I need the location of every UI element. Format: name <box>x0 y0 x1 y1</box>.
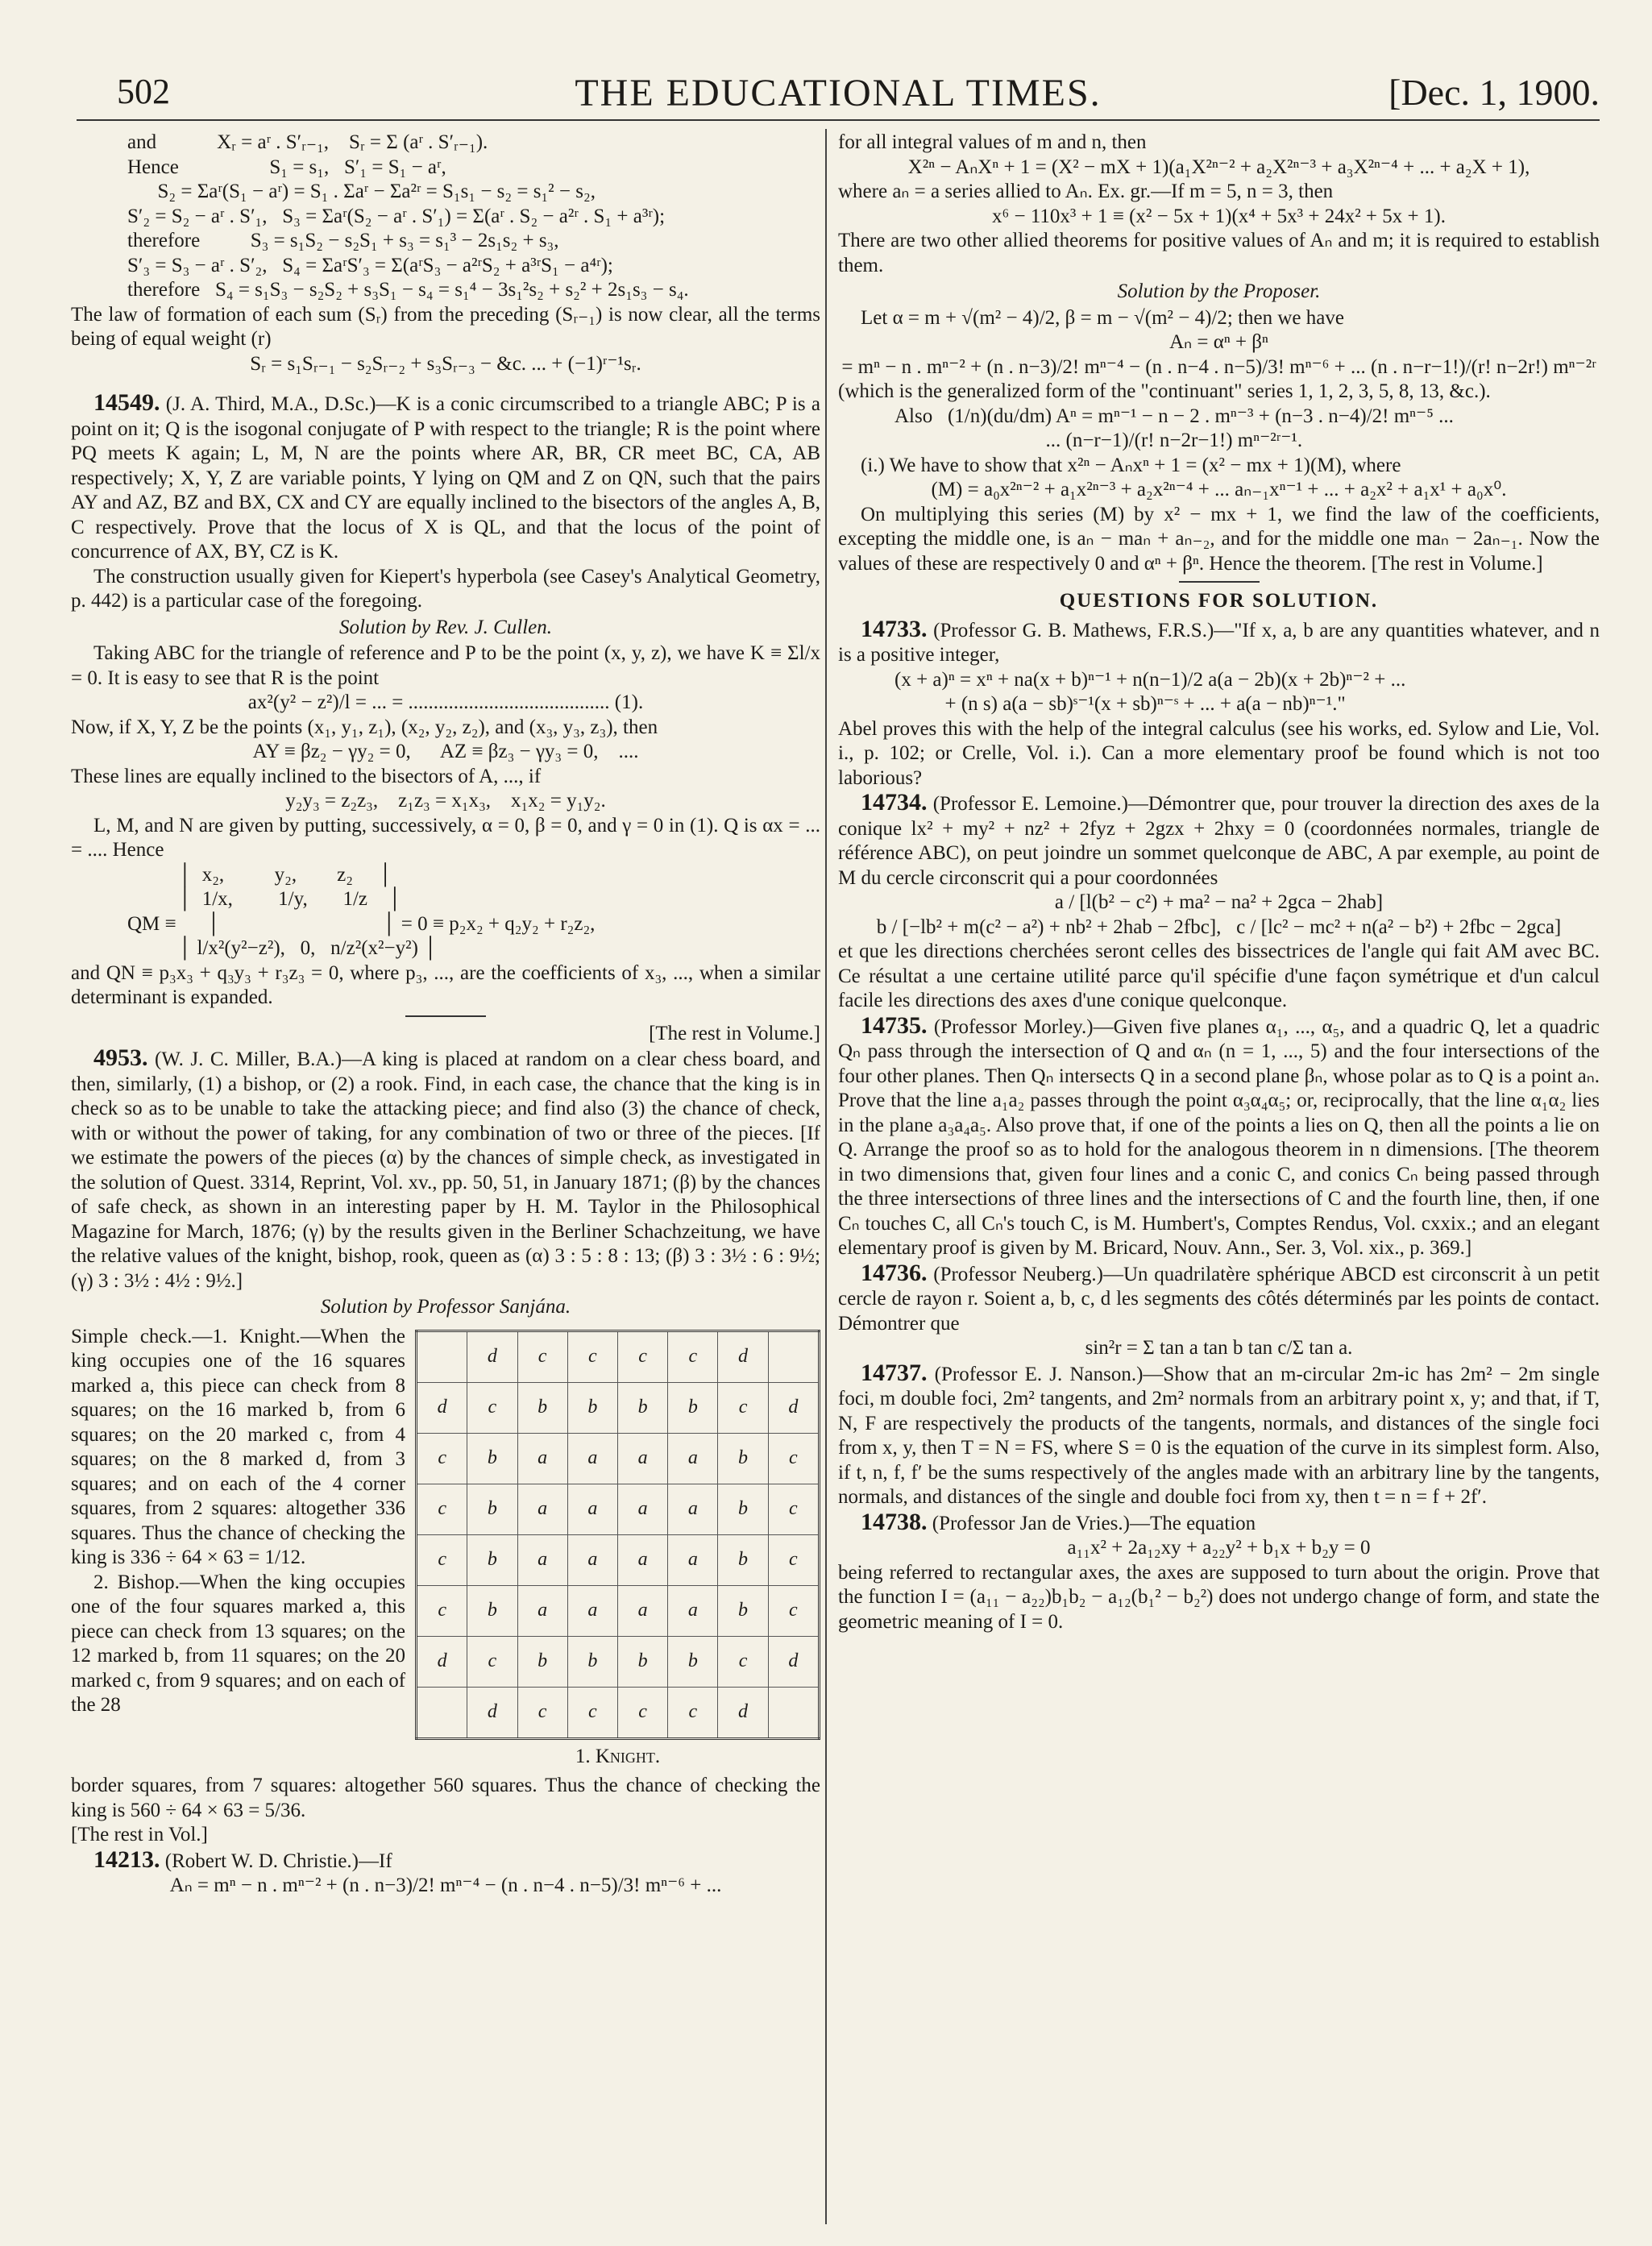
board-square: d <box>718 1687 768 1738</box>
equation: Hence S₁ = s₁, S′₁ = S₁ − aʳ, <box>127 156 446 178</box>
question-paragraph <box>838 1261 1600 1337</box>
question-paragraph <box>838 1011 1600 1261</box>
board-square <box>417 1687 467 1738</box>
equation: Sᵣ = s₁Sᵣ₋₁ − s₂Sᵣ₋₂ + s₃Sᵣ₋₃ − &c. ... + (−1)ʳ⁻¹sᵣ. <box>250 352 641 375</box>
board-square: a <box>567 1534 617 1585</box>
board-square: a <box>567 1433 617 1484</box>
equation: Aₙ = αⁿ + βⁿ <box>1169 331 1268 353</box>
question-text: (J. A. Third, M.A., D.Sc.)—K is a conic circumscribed to a triangle ABC; P is a point on it; Q is the isogonal conjugate of P with respect to the triangle; R is the point where PQ meets K again; L, M, N are the points where AR, BR, CR meet BC, CA, AB respectively; X, Y, Z are variable points, Y lying on QM and Z on QN, such that the pairs AY and AZ, BZ and BX, CX and CY are equally inclined to the bisectors of the angles A, B, C respectively. Prove that the locus of X is QL, and that the locus of the point of concurrence of AX, BY, CZ is K. <box>71 393 820 563</box>
question-paragraph <box>71 391 820 565</box>
section-heading: QUESTIONS FOR SOLUTION. <box>1059 590 1379 612</box>
equation: and Xᵣ = aʳ . S′ᵣ₋₁, Sᵣ = Σ (aʳ . S′ᵣ₋₁). <box>127 131 488 153</box>
board-square: a <box>617 1534 667 1585</box>
board-square: a <box>617 1433 667 1484</box>
board-figure <box>415 1325 820 1770</box>
equation: Aₙ = mⁿ − n . mⁿ⁻² + (n . n−3)/2! mⁿ⁻⁴ − (n . n−4 . n−5)/3! mⁿ⁻⁶ + ... <box>169 1874 722 1896</box>
board-square <box>768 1331 819 1382</box>
board-square: c <box>768 1585 819 1636</box>
equation: │ l/x²(y²−z²), 0, n/z²(x²−y²) │ <box>127 937 438 959</box>
solution-heading: Solution by the Proposer. <box>1117 280 1321 302</box>
paragraph: L, M, and N are given by putting, successively, α = 0, β = 0, and γ = 0 in (1). Q is αx = ... = .... Hence <box>71 814 820 861</box>
board-square: c <box>517 1687 567 1738</box>
board-square: b <box>467 1484 517 1534</box>
board-square: b <box>517 1382 567 1433</box>
board-square: a <box>517 1585 567 1636</box>
equation: x⁶ − 110x³ + 1 ≡ (x² − 5x + 1)(x⁴ + 5x³ + 24x² + 5x + 1). <box>992 205 1446 227</box>
board-square: c <box>417 1484 467 1534</box>
board-square: c <box>467 1636 517 1687</box>
board-square: a <box>668 1585 718 1636</box>
board-square: b <box>718 1433 768 1484</box>
paragraph: The law of formation of each sum (Sᵣ) from the preceding (Sᵣ₋₁) is now clear, all the terms being of equal weight (r) <box>71 303 820 350</box>
question-number: 14738. <box>861 1508 928 1535</box>
question-number: 14736. <box>861 1259 928 1286</box>
board-square: a <box>517 1433 567 1484</box>
equation: QM ≡ │ │ = 0 ≡ p₂x₂ + q₂y₂ + r₂z₂, <box>127 912 596 935</box>
spacer <box>71 376 820 391</box>
board-square: d <box>467 1331 517 1382</box>
paragraph: (i.) We have to show that x²ⁿ − Aₙxⁿ + 1 = (x² − mx + 1)(M), where <box>861 454 1401 476</box>
board-square: c <box>718 1636 768 1687</box>
equation: ax²(y² − z²)/l = ... = ........................................ (1). <box>247 691 644 713</box>
question-text: (Professor E. Lemoine.)—Démontrer que, pour trouver la direction des axes de la conique lx² + my² + nz² + 2fyz + 2gzx + 2hxy = 0 (coordonnées normales, triangle de référence ABC), on peut joindre un sommet quelconque de ABC, A par exemple, au point de M du cercle circonscrit qui a pour coordonnées <box>838 793 1600 889</box>
board-square: b <box>567 1636 617 1687</box>
paragraph: Let α = m + √(m² − 4)/2, β = m − √(m² − 4)/2; then we have <box>861 306 1344 329</box>
board-square: d <box>467 1687 517 1738</box>
page-header <box>77 71 1600 119</box>
solution-heading: Solution by Professor Sanjána. <box>320 1296 571 1318</box>
paragraph: [The rest in Vol.] <box>71 1824 208 1845</box>
board-square: c <box>417 1433 467 1484</box>
equation: ... (n−r−1)/(r! n−2r−1!) mⁿ⁻²ʳ⁻¹. <box>894 430 1303 451</box>
question-text: (Professor E. J. Nanson.)—Show that an m-circular 2m-ic has 2m² − 2m single foci, m double foci, 2m² tangents, and 2m² normals from an arbitrary point x, y; and that, if T, N, F are respectively the products of the tangents, normals, and distances of the single foci from x, y, then T = N = FS, where S = 0 is the equation of the curve in its simplest form. Also, if t, n, f, f′ be the sums respectively of the angles made with an arbitrary line by the tangents, normals, and distances of the single and double foci from xy, then t = n = f + 2f′. <box>838 1363 1600 1508</box>
board-square: c <box>768 1433 819 1484</box>
board-square: a <box>517 1484 567 1534</box>
header-rule <box>77 119 1600 121</box>
paragraph: and QN ≡ p₃x₃ + q₃y₃ + r₃z₃ = 0, where p₃, ..., are the coefficients of x₃, ..., when a similar determinant is expanded. <box>71 961 820 1008</box>
board-square: b <box>617 1382 667 1433</box>
equation: AY ≡ βz₂ − γy₂ = 0, AZ ≡ βz₃ − γy₃ = 0, .... <box>252 741 639 762</box>
board-square <box>417 1331 467 1382</box>
equation: therefore S₃ = s₁S₂ − s₂S₁ + s₃ = s₁³ − 2s₁s₂ + s₃, <box>127 230 559 251</box>
equation: │ x₂, y₂, z₂ │ <box>127 863 392 886</box>
board-row <box>417 1585 820 1636</box>
question-text: (Robert W. D. Christie.)—If <box>160 1850 392 1872</box>
paragraph: 2. Bishop.—When the king occupies one of the four squares marked a, this piece can check from 13 squares; on the 12 marked b, from 11 squares; on the 20 marked c, from 9 squares; and on each of the 28 <box>71 1571 406 1716</box>
equation: S′₃ = S₃ − aʳ . S′₂, S₄ = ΣaʳS′₃ = Σ(aʳS₃ − a²ʳS₂ + a³ʳS₁ − a⁴ʳ); <box>127 254 613 276</box>
board-square: b <box>467 1585 517 1636</box>
chess-board <box>415 1330 820 1740</box>
equation: therefore S₄ = s₁S₃ − s₂S₂ + s₃S₁ − s₄ = s₁⁴ − 3s₁²s₂ + s₂² + 2s₁s₃ − s₄. <box>127 279 689 301</box>
equation: a₁₁x² + 2a₁₂xy + a₂₂y² + b₁x + b₂y = 0 <box>1067 1537 1371 1559</box>
board-square: c <box>467 1382 517 1433</box>
paragraph: Abel proves this with the help of the integral calculus (see his works, ed. Sylow and Lie, Vol. i., p. 102; or Crelle, Vol. i.). Can a more elementary proof be found which is not too laborious? <box>838 717 1600 789</box>
board-square: c <box>617 1687 667 1738</box>
board-square: b <box>517 1636 567 1687</box>
equation: (M) = a₀x²ⁿ⁻² + a₁x²ⁿ⁻³ + a₂x²ⁿ⁻⁴ + ... aₙ₋₁xⁿ⁻¹ + ... + a₂x² + a₁x¹ + a₀x⁰. <box>931 479 1507 500</box>
board-row <box>417 1534 820 1585</box>
question-number: 4953. <box>93 1044 148 1071</box>
board-square: a <box>617 1585 667 1636</box>
paragraph: where aₙ = a series allied to Aₙ. Ex. gr.—If m = 5, n = 3, then <box>838 181 1334 202</box>
paragraph: On multiplying this series (M) by x² − mx + 1, we find the law of the coefficients, excepting the middle one, is aₙ − maₙ + aₙ₋₂, and for the middle one maₙ − 2aₙ₋₁. Now the values of these are respectively 0 and αⁿ + βⁿ. Hence the theorem. [The rest in Volume.] <box>838 503 1600 575</box>
board-row <box>417 1382 820 1433</box>
equation: b / [−lb² + m(c² − a²) + nb² + 2hab − 2fbc], c / [lc² − mc² + n(a² − b²) + 2fbc − 2gca] <box>876 915 1562 938</box>
board-square: a <box>617 1484 667 1534</box>
board-square: d <box>417 1382 467 1433</box>
paragraph: (which is the generalized form of the "continuant" series 1, 1, 2, 3, 5, 8, 13, &c.). <box>838 380 1491 402</box>
paragraph: Now, if X, Y, Z be the points (x₁, y₁, z₁), (x₂, y₂, z₂), and (x₃, y₃, z₃), then <box>71 716 658 738</box>
board-row <box>417 1484 820 1534</box>
board-square: a <box>567 1484 617 1534</box>
question-paragraph <box>71 1046 820 1293</box>
equation: X²ⁿ − AₙXⁿ + 1 = (X² − mX + 1)(a₁X²ⁿ⁻² + a₂X²ⁿ⁻³ + a₃X²ⁿ⁻⁴ + ... + a₂X + 1), <box>907 156 1530 178</box>
board-square: b <box>718 1534 768 1585</box>
board-square: a <box>668 1484 718 1534</box>
question-paragraph <box>838 1361 1600 1510</box>
equation: sin²r = Σ tan a tan b tan c/Σ tan a. <box>1085 1337 1353 1359</box>
board-square: a <box>668 1534 718 1585</box>
paragraph: These lines are equally inclined to the bisectors of A, ..., if <box>71 765 542 787</box>
board-square: c <box>768 1484 819 1534</box>
question-paragraph <box>71 1845 820 1874</box>
board-square: d <box>718 1331 768 1382</box>
question-text: (Professor Morley.)—Given five planes α₁, ..., α₅, and a quadric Q, let a quadric Qₙ pass through the intersection of Q and αₙ (n = 1, ..., 5) and the four intersections of the four other planes. Then Qₙ intersects Q in a second plane βₙ, whose polar as to Q is a point aₙ. Prove that the line a₁a₂ passes through the point α₃α₄α₅; or, reciprocally, that the line α₁α₂ lies in the plane a₃a₄a₅. Also prove that, if one of the points a lies on Q, then all the points a lie on Q. Arrange the proof so as to hold for the analogous theorem in n dimensions. [The theorem in two dimensions that, given four lines and a conic C, and conics Cₙ being passed through the three intersections of three lines and the intersections of C and the fourth line, then, if one Cₙ touches C, all Cₙ's touch C, is M. Humbert's, Comptes Rendus, Vol. cxxix.; and an elegant elementary proof is given by M. Bricard, Nouv. Ann., Ser. 3, Vol. xix., p. 369.] <box>838 1015 1600 1259</box>
board-square: b <box>567 1382 617 1433</box>
board-square: c <box>768 1534 819 1585</box>
paragraph: et que les directions cherchées seront celles des bissectrices de l'angle qui fait AM avec BC. Ce résultat a une certaine utilité parce qu'il spécifie d'une façon symétrique et d'un calcul facile les directions des axes d'une conique quelconque. <box>838 940 1600 1011</box>
equation: (x + a)ⁿ = xⁿ + na(x + b)ⁿ⁻¹ + n(n−1)/2 a(a − 2b)(x + 2b)ⁿ⁻² + ... <box>894 668 1406 691</box>
board-square: b <box>718 1484 768 1534</box>
question-number: 14735. <box>861 1011 928 1039</box>
board-square: a <box>668 1433 718 1484</box>
equation: S′₂ = S₂ − aʳ . S′₁, S₃ = Σaʳ(S₂ − aʳ . S′₁) = Σ(aʳ . S₂ − a²ʳ . S₁ + a³ʳ); <box>127 205 666 227</box>
solution-heading: Solution by Rev. J. Cullen. <box>338 616 553 638</box>
board-square: b <box>668 1636 718 1687</box>
board-square: a <box>567 1585 617 1636</box>
equation: │ 1/x, 1/y, 1/z │ <box>127 888 402 910</box>
board-square <box>768 1687 819 1738</box>
chess-solution <box>71 1325 820 1770</box>
equation: Also (1/n)(du/dm) Aⁿ = mⁿ⁻¹ − n − 2 . mⁿ⁻³ + (n−3 . n−4)/2! mⁿ⁻⁵ ... <box>894 405 1454 427</box>
equation: S₂ = Σaʳ(S₁ − aʳ) = S₁ . Σaʳ − Σa²ʳ = S₁s₁ − s₂ = s₁² − s₂, <box>127 181 596 202</box>
question-number: 14734. <box>861 789 928 816</box>
paragraph: There are two other allied theorems for positive values of Aₙ and m; it is required to establish them. <box>838 230 1600 276</box>
figure-caption: 1. Knight. <box>575 1745 661 1767</box>
issue-date: [Dec. 1, 1900. <box>1388 72 1600 113</box>
question-number: 14737. <box>861 1359 928 1386</box>
board-square: b <box>467 1534 517 1585</box>
board-row <box>417 1331 820 1382</box>
equation: y₂y₃ = z₂z₃, z₁z₃ = x₁x₃, x₁x₂ = y₁y₂. <box>285 790 606 812</box>
board-row <box>417 1687 820 1738</box>
paragraph: The construction usually given for Kiepert's hyperbola (see Casey's Analytical Geometry, p. 442) is a particular case of the foregoing. <box>71 565 820 612</box>
board-square: c <box>567 1687 617 1738</box>
board-square: c <box>718 1382 768 1433</box>
paragraph: Simple check.—1. Knight.—When the king occupies one of the 16 squares marked a, this piece can check from 8 squares; on the 16 marked b, from 6 squares; on the 20 marked c, from 4 squares; on the 8 marked d, from 3 squares; and on each of the 4 corner squares, from 2 squares: altogether 336 squares. Thus the chance of checking the king is 336 ÷ 64 × 63 = 1/12. <box>71 1325 406 1568</box>
board-square: c <box>517 1331 567 1382</box>
right-column <box>838 131 1600 1634</box>
chess-text <box>71 1325 405 1770</box>
left-column <box>71 131 820 1899</box>
board-square: d <box>768 1636 819 1687</box>
board-square: d <box>417 1636 467 1687</box>
equation: + (n s) a(a − sb)ˢ⁻¹(x + sb)ⁿ⁻ˢ + ... + a(a − nb)ⁿ⁻¹." <box>894 693 1346 715</box>
board-square: b <box>718 1585 768 1636</box>
board-row <box>417 1636 820 1687</box>
board-square: c <box>617 1331 667 1382</box>
paragraph: Taking ABC for the triangle of reference and P to be the point (x, y, z), we have K ≡ Σl/x = 0. It is easy to see that R is the point <box>71 642 820 689</box>
board-square: c <box>567 1331 617 1382</box>
question-text: (Professor G. B. Mathews, F.R.S.)—"If x, a, b are any quantities whatever, and n is a positive integer, <box>838 619 1600 666</box>
page-number: 502 <box>117 72 170 111</box>
equation: a / [l(b² − c²) + ma² − na² + 2gca − 2hab] <box>1054 891 1384 913</box>
question-number: 14733. <box>861 615 928 642</box>
board-square: d <box>768 1382 819 1433</box>
question-text: (W. J. C. Miller, B.A.)—A king is placed at random on a clear chess board, and then, similarly, (1) a bishop, or (2) a rook. Find, in each case, the chance that the king is in check so as to be unable to take the attacking piece; and find also (3) the chance of check, with or without the power of taking, for any combination of two or three of the pieces. [If we estimate the powers of the pieces (α) by the chances of simple check, as investigated in the solution of Quest. 3314, Reprint, Vol. xv., pp. 50, 51, in January 1871; (β) by the chances of safe check, as shown in an interesting paper by H. M. Taylor in the Philosophical Magazine for March, 1876; (γ) by the results given in the Berliner Schachzeitung, we have the relative values of the knight, bishop, rook, queen as (α) 3 : 5 : 8 : 13; (β) 3 : 3½ : 6 : 9½; (γ) 3 : 3½ : 4½ : 9½.] <box>71 1048 820 1292</box>
section-rule <box>405 1015 486 1017</box>
paragraph: border squares, from 7 squares: altogether 560 squares. Thus the chance of checking the king is 560 ÷ 64 × 63 = 5/36. <box>71 1775 820 1821</box>
board-square: c <box>417 1534 467 1585</box>
question-paragraph <box>838 791 1600 891</box>
paragraph: for all integral values of m and n, then <box>838 131 1147 153</box>
paragraph: being referred to rectangular axes, the axes are supposed to turn about the origin. Prove that the function I = (a₁₁ − a₂₂)b₁b₂ − a₁₂(b₁² − b₂²) does not undergo change of form, and state the geometric meaning of I = 0. <box>838 1561 1600 1633</box>
board-square: a <box>517 1534 567 1585</box>
board-square: b <box>467 1433 517 1484</box>
board-row <box>417 1433 820 1484</box>
question-text: (Professor Jan de Vries.)—The equation <box>927 1512 1256 1534</box>
board-square: c <box>668 1687 718 1738</box>
board-square: b <box>617 1636 667 1687</box>
editorial-note: [The rest in Volume.] <box>649 1022 820 1044</box>
question-paragraph <box>838 617 1600 668</box>
question-number: 14213. <box>93 1845 160 1873</box>
column-divider <box>825 129 827 2224</box>
board-square: c <box>417 1585 467 1636</box>
board-square: b <box>668 1382 718 1433</box>
question-number: 14549. <box>93 389 160 416</box>
question-paragraph <box>838 1510 1600 1537</box>
section-rule <box>1179 581 1260 583</box>
board-square: c <box>668 1331 718 1382</box>
journal-title: THE EDUCATIONAL TIMES. <box>575 72 1102 114</box>
question-text: (Professor Neuberg.)—Un quadrilatère sphérique ABCD est circonscrit à un petit cercle de rayon r. Soient a, b, c, d les segments des côtés déterminés par les points de contact. Démontrer que <box>838 1263 1600 1335</box>
equation: = mⁿ − n . mⁿ⁻² + (n . n−3)/2! mⁿ⁻⁴ − (n . n−4 . n−5)/3! mⁿ⁻⁶ + ... (n . n−r−1!)/(r! n−2r!) mⁿ⁻²ʳ <box>841 355 1596 378</box>
